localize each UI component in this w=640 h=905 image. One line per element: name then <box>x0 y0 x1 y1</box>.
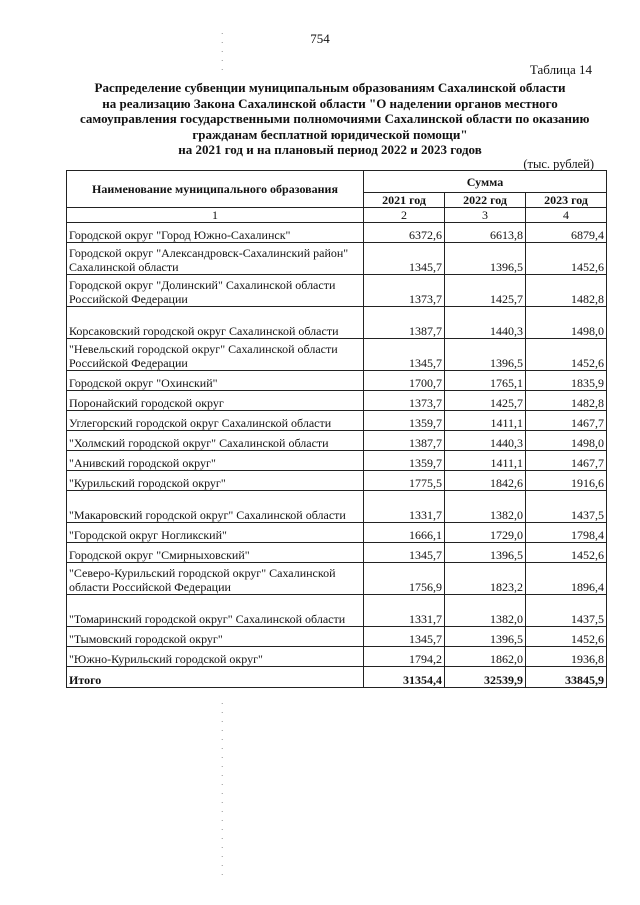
value-2023-cell: 1452,6 <box>526 543 607 563</box>
municipality-name-cell: Городской округ "Александровск-Сахалинский район" Сахалинской области <box>67 243 364 275</box>
value-2022-cell: 1425,7 <box>445 275 526 307</box>
table-row <box>67 471 607 491</box>
table-row <box>67 431 607 451</box>
total-row <box>67 667 607 688</box>
value-2023-cell: 6879,4 <box>526 223 607 243</box>
table-row <box>67 339 607 371</box>
table-row <box>67 411 607 431</box>
value-2021-cell: 1775,5 <box>364 471 445 491</box>
municipality-name-cell: "Городской округ Ногликский" <box>67 523 364 543</box>
value-2021-cell: 1345,7 <box>364 243 445 275</box>
table-row <box>67 543 607 563</box>
municipality-name-cell: "Северо-Курильский городской округ" Сахалинской области Российской Федерации <box>67 563 364 595</box>
value-2021-cell: 1666,1 <box>364 523 445 543</box>
total-label-cell: Итого <box>67 667 364 688</box>
value-2021-cell: 1373,7 <box>364 275 445 307</box>
table-row <box>67 451 607 471</box>
value-2023-cell: 1482,8 <box>526 391 607 411</box>
municipality-name-cell: "Невельский городской округ" Сахалинской области Российской Федерации <box>67 339 364 371</box>
margin-marks-bottom: · · · · · · · · · · · · · · · · · · · · <box>221 700 224 879</box>
table-row <box>67 595 607 627</box>
value-2021-cell: 1387,7 <box>364 307 445 339</box>
value-2021-cell: 1345,7 <box>364 627 445 647</box>
table-row <box>67 275 607 307</box>
municipality-name-cell: "Курильский городской округ" <box>67 471 364 491</box>
value-2022-cell: 1396,5 <box>445 339 526 371</box>
table-row <box>67 243 607 275</box>
table-row <box>67 307 607 339</box>
title-line: на 2021 год и на плановый период 2022 и 2023 годов <box>178 142 482 157</box>
total-2023-cell: 33845,9 <box>526 667 607 688</box>
title-line: гражданам бесплатной юридической помощи" <box>192 126 468 142</box>
value-2022-cell: 6613,8 <box>445 223 526 243</box>
units-label: (тыс. рублей) <box>523 157 594 171</box>
title-line: на реализацию Закона Сахалинской области "О наделении органов местного <box>102 95 558 111</box>
index-cell: 4 <box>526 208 607 223</box>
value-2022-cell: 1425,7 <box>445 391 526 411</box>
table-row <box>67 371 607 391</box>
municipality-name-cell: "Макаровский городской округ" Сахалинской области <box>67 491 364 523</box>
value-2022-cell: 1411,1 <box>445 411 526 431</box>
value-2022-cell: 1765,1 <box>445 371 526 391</box>
value-2021-cell: 1700,7 <box>364 371 445 391</box>
table-row <box>67 491 607 523</box>
margin-marks-top: · · · · · <box>221 30 224 74</box>
title-line: Распределение субвенции муниципальным образованиям Сахалинской области <box>94 80 566 95</box>
municipality-name-cell: "Анивский городской округ" <box>67 451 364 471</box>
value-2021-cell: 1387,7 <box>364 431 445 451</box>
header-sum: Сумма <box>364 171 607 193</box>
table-body <box>67 223 607 688</box>
value-2023-cell: 1452,6 <box>526 627 607 647</box>
value-2023-cell: 1437,5 <box>526 595 607 627</box>
index-cell: 2 <box>364 208 445 223</box>
value-2022-cell: 1411,1 <box>445 451 526 471</box>
value-2022-cell: 1862,0 <box>445 647 526 667</box>
total-2021-cell: 31354,4 <box>364 667 445 688</box>
value-2022-cell: 1440,3 <box>445 431 526 451</box>
value-2021-cell: 1756,9 <box>364 563 445 595</box>
value-2021-cell: 6372,6 <box>364 223 445 243</box>
municipality-name-cell: "Холмский городской округ" Сахалинской области <box>67 431 364 451</box>
value-2021-cell: 1345,7 <box>364 543 445 563</box>
header-year-2021: 2021 год <box>364 193 445 208</box>
title-line: самоуправления государственными полномочиями Сахалинской области по оказанию <box>80 111 590 126</box>
value-2023-cell: 1452,6 <box>526 243 607 275</box>
page-number: 754 <box>310 31 330 46</box>
value-2023-cell: 1482,8 <box>526 275 607 307</box>
municipality-name-cell: Углегорский городской округ Сахалинской области <box>67 411 364 431</box>
value-2021-cell: 1373,7 <box>364 391 445 411</box>
value-2023-cell: 1467,7 <box>526 451 607 471</box>
value-2023-cell: 1467,7 <box>526 411 607 431</box>
municipality-name-cell: Городской округ "Долинский" Сахалинской области Российской Федерации <box>67 275 364 307</box>
value-2022-cell: 1729,0 <box>445 523 526 543</box>
municipality-name-cell: "Южно-Курильский городской округ" <box>67 647 364 667</box>
value-2022-cell: 1396,5 <box>445 543 526 563</box>
value-2023-cell: 1498,0 <box>526 307 607 339</box>
municipality-name-cell: Городской округ "Смирныховский" <box>67 543 364 563</box>
value-2021-cell: 1345,7 <box>364 339 445 371</box>
value-2021-cell: 1359,7 <box>364 411 445 431</box>
value-2021-cell: 1359,7 <box>364 451 445 471</box>
value-2023-cell: 1798,4 <box>526 523 607 543</box>
subsidy-table <box>66 170 607 688</box>
value-2021-cell: 1794,2 <box>364 647 445 667</box>
value-2022-cell: 1823,2 <box>445 563 526 595</box>
municipality-name-cell: Городской округ "Город Южно-Сахалинск" <box>67 223 364 243</box>
municipality-name-cell: Городской округ "Охинский" <box>67 371 364 391</box>
header-year-2023: 2023 год <box>526 193 607 208</box>
index-cell: 1 <box>67 208 364 223</box>
table-row <box>67 223 607 243</box>
municipality-name-cell: Корсаковский городской округ Сахалинской области <box>67 307 364 339</box>
table-row <box>67 627 607 647</box>
value-2023-cell: 1896,4 <box>526 563 607 595</box>
municipality-name-cell: Поронайский городской округ <box>67 391 364 411</box>
value-2023-cell: 1437,5 <box>526 491 607 523</box>
value-2023-cell: 1498,0 <box>526 431 607 451</box>
value-2022-cell: 1842,6 <box>445 471 526 491</box>
document-title <box>80 80 590 158</box>
value-2021-cell: 1331,7 <box>364 595 445 627</box>
table-row <box>67 563 607 595</box>
total-2022-cell: 32539,9 <box>445 667 526 688</box>
table-row <box>67 647 607 667</box>
value-2022-cell: 1382,0 <box>445 595 526 627</box>
municipality-name-cell: "Тымовский городской округ" <box>67 627 364 647</box>
table-row <box>67 391 607 411</box>
header-name: Наименование муниципального образования <box>67 171 364 208</box>
value-2022-cell: 1396,5 <box>445 627 526 647</box>
header-year-2022: 2022 год <box>445 193 526 208</box>
table-row <box>67 523 607 543</box>
value-2022-cell: 1440,3 <box>445 307 526 339</box>
value-2023-cell: 1916,6 <box>526 471 607 491</box>
value-2023-cell: 1936,8 <box>526 647 607 667</box>
value-2022-cell: 1396,5 <box>445 243 526 275</box>
table-label: Таблица 14 <box>529 62 592 77</box>
value-2023-cell: 1452,6 <box>526 339 607 371</box>
value-2021-cell: 1331,7 <box>364 491 445 523</box>
municipality-name-cell: "Томаринский городской округ" Сахалинской области <box>67 595 364 627</box>
value-2022-cell: 1382,0 <box>445 491 526 523</box>
value-2023-cell: 1835,9 <box>526 371 607 391</box>
index-cell: 3 <box>445 208 526 223</box>
